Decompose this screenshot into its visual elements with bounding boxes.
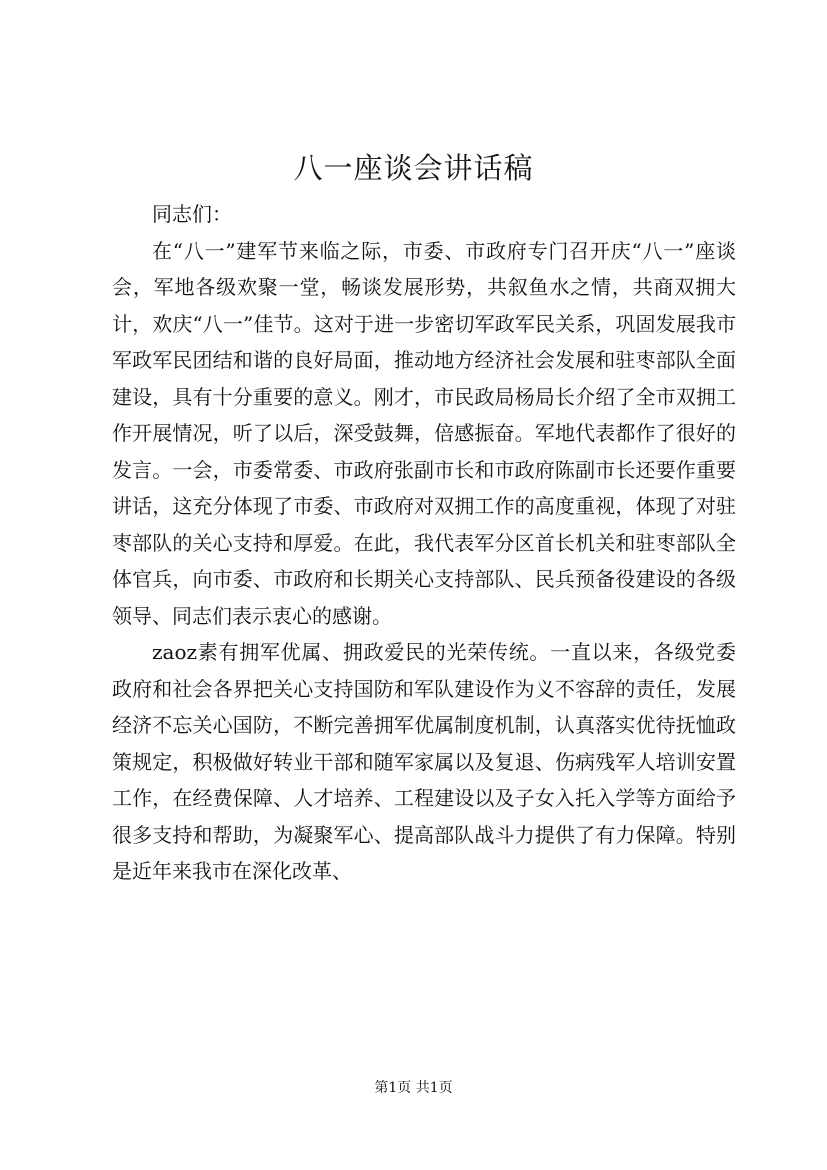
salutation: 同志们： [152, 202, 232, 226]
body-paragraph: zaoz素有拥军优属、拥政爱民的光荣传统。一直以来，各级党委政府和社会各界把关心支持国防和军队建设作为义不容辞的责任，发展经济不忘关心国防，不断完善拥军优属制度机制，认真落实优待抚恤政策规定，积极做好转业干部和随军家属以及复退、伤病残军人培训安置工作，在经费保障、人才培养、工程建设以及子女入托入学等方面给予很多支持和帮助，为凝聚军心、提高部队战斗力提供了有力保障。特别是近年来我市在深化改革、 [112, 640, 736, 883]
body-paragraph: 在“八一”建军节来临之际，市委、市政府专门召开庆“八一”座谈会，军地各级欢聚一堂，畅谈发展形势，共叙鱼水之情，共商双拥大计，欢庆“八一”佳节。这对于进一步密切军政军民关系，巩固发展我市军政军民团结和谐的良好局面，推动地方经济社会发展和驻枣部队全面建设，具有十分重要的意义。刚才，市民政局杨局长介绍了全市双拥工作开展情况，听了以后，深受鼓舞，倍感振奋。军地代表都作了很好的发言。一会，市委常委、市政府张副市长和市政府陈副市长还要作重要讲话，这充分体现了市委、市政府对双拥工作的高度重视，体现了对驻枣部队的关心支持和厚爱。在此，我代表军分区首长机关和驻枣部队全体官兵，向市委、市政府和长期关心支持部队、民兵预备役建设的各级领导、同志们表示衷心的感谢。 [112, 238, 736, 628]
document-body [112, 196, 736, 890]
document-title: 八一座谈会讲话稿 [293, 151, 534, 185]
page-footer: 第1页 共1页 [374, 1080, 453, 1096]
